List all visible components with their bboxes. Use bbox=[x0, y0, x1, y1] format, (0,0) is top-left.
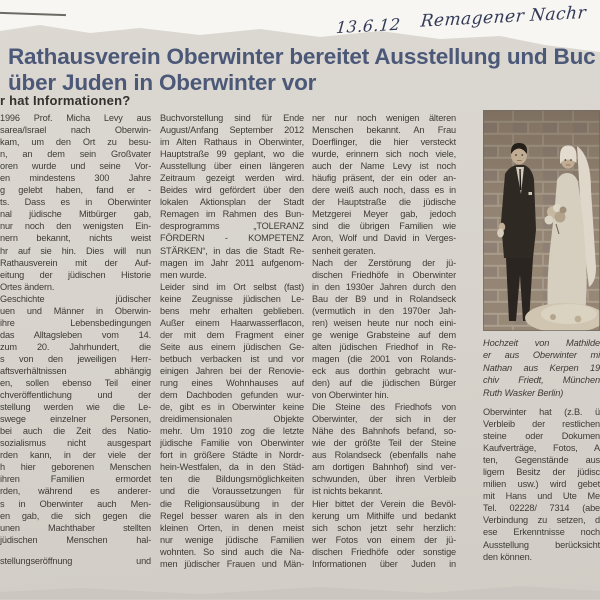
text-line: sind die übrigen Familien wie bbox=[312, 221, 456, 232]
text-line: stellung werden wie die Le- bbox=[0, 402, 151, 413]
text-line: ge wenige Grabsteine auf dem bbox=[312, 329, 456, 340]
text-line: eck aus dorthin gebracht wur- bbox=[312, 365, 456, 376]
photo-caption bbox=[483, 337, 600, 399]
text-line: n, an dem sein Großvater bbox=[0, 149, 151, 160]
text-line: chveröffentlichung und der bbox=[0, 390, 151, 401]
text-line: einigen Jahren bei der Renovie- bbox=[160, 365, 304, 376]
text-line: Beides wird gefördert über den bbox=[160, 185, 304, 196]
text-line: wie der größte Teil der Steine bbox=[312, 438, 456, 449]
text-line: sozialismus nicht ausgespart bbox=[0, 438, 151, 449]
text-line: uen und Männer in Oberwin- bbox=[0, 305, 151, 316]
text-line: eitung der jüdischen Historie bbox=[0, 269, 151, 280]
text-line: Oberwinter, der sich in der bbox=[312, 414, 456, 425]
text-line: h hier geborenen Menschen bbox=[0, 462, 151, 473]
text-line: mehr. Um 1910 zog die letzte bbox=[160, 426, 304, 437]
text-line: Nähe des Bahnhofs befand, so- bbox=[312, 426, 456, 437]
text-line: Menschen bekannt. An Frau bbox=[312, 125, 456, 136]
text-line: hein-Westfalen, da in den Städ- bbox=[160, 462, 304, 473]
text-line: en, sollen ebenso Teil einer bbox=[0, 378, 151, 389]
text-line: ten die Bildungsmöglichkeiten bbox=[160, 474, 304, 485]
text-line: ten, Gegenstände aus bbox=[483, 455, 600, 466]
article-headline bbox=[8, 44, 600, 96]
text-line: Buchvorstellung sind für Ende bbox=[160, 113, 304, 123]
text-line: zum 20. Jahrhundert, die bbox=[0, 341, 151, 352]
text-line: Verbindung zu setzen, d bbox=[483, 515, 600, 526]
text-line: desprogramms „TOLERANZ bbox=[160, 221, 304, 232]
text-line: (vermutlich in den 1970er Jah- bbox=[312, 305, 456, 316]
text-column-2 bbox=[160, 112, 304, 570]
text-line: steine oder Dokumen bbox=[483, 431, 600, 442]
text-line: in den 1930er Jahren durch den bbox=[312, 281, 456, 292]
text-line: aftsverhältnissen abhängig bbox=[0, 365, 151, 376]
text-line: oren wurde und seine Vor- bbox=[0, 161, 151, 172]
text-line: nur noch den wenigsten Ein- bbox=[0, 221, 151, 232]
text-line: magen (die 2001 von Rolands- bbox=[312, 353, 456, 364]
text-line: wurde, erinnern sich noch viele, bbox=[312, 149, 456, 160]
text-line: en gab, die sich gegen die bbox=[0, 510, 151, 521]
text-line: Nathan aus Kerpen 19 bbox=[483, 362, 600, 373]
text-line: das Alltagsleben vom 14. bbox=[0, 329, 151, 340]
text-line: Aron, Wolf und David in Verges- bbox=[312, 233, 456, 244]
text-line: von Oberwinter hin. bbox=[312, 390, 389, 401]
text-line: s in Oberwinter auch Men- bbox=[0, 498, 151, 509]
text-line: Regel besser waren als in den bbox=[160, 510, 304, 521]
text-line: und die Voraussetzungen für bbox=[160, 486, 304, 497]
text-column-3 bbox=[312, 112, 456, 570]
question-subheading: r hat Informationen? bbox=[0, 93, 131, 108]
text-line: betbuch verbacken ist und vor bbox=[160, 353, 304, 364]
text-line: milien usw.) wird gebet bbox=[483, 479, 600, 490]
text-line: men wurde. bbox=[160, 269, 207, 280]
text-line: kerung um Mithilfe und bedankt bbox=[312, 510, 456, 521]
text-line: am dortigen Bahnhof) sind ver- bbox=[312, 462, 456, 473]
annotation-source: Remagener Nachr bbox=[419, 2, 588, 32]
text-line: jüdischen Menschen hal- bbox=[0, 534, 151, 545]
text-line: Nach der Zerstörung der jü- bbox=[312, 257, 456, 268]
text-line: ist nichts bekannt. bbox=[312, 486, 383, 497]
text-line: de, gibt es in Oberwinter keine bbox=[160, 402, 304, 413]
text-line: hr auf sie hin. Dies will nun bbox=[0, 245, 151, 256]
text-line: Außer einem Haarwasserflacon, bbox=[160, 317, 304, 328]
text-line: Ausstellung berücksicht bbox=[483, 539, 600, 550]
text-line: wohnten. So sind auch die Na- bbox=[160, 546, 304, 557]
text-line: Doerflinger, die hier versteckt bbox=[312, 137, 456, 148]
text-line: FÖRDERN - KOMPETENZ bbox=[160, 233, 304, 244]
text-line: g gelebt haben, fand er - bbox=[0, 185, 151, 196]
text-line: nern bekannt, nichts weist bbox=[0, 233, 151, 244]
text-line: bens mehr erhalten geblieben. bbox=[160, 305, 304, 316]
text-line: Ausstellung über einen längeren bbox=[160, 161, 304, 172]
text-line: senheit geraten. bbox=[312, 245, 376, 256]
text-line: Verbleib der restlichen bbox=[483, 419, 600, 430]
text-line: Hier bittet der Verein die Bevöl- bbox=[312, 498, 456, 509]
headline-line-1: Rathausverein Oberwinter bereitet Ausstellung und Buc bbox=[8, 44, 596, 69]
text-column-1 bbox=[0, 112, 151, 567]
text-line: mit Hans und Ute Me bbox=[483, 491, 600, 502]
text-line: ner nur noch wenigen älteren bbox=[312, 113, 456, 123]
text-line: aus Rolandseck (ebenfalls nahe bbox=[312, 450, 456, 461]
text-line: wer Fotos von einem der jü- bbox=[312, 534, 456, 545]
text-line: men jüdischer Frauen und Män- bbox=[160, 558, 304, 569]
text-line: rden kann, in der viele der bbox=[0, 450, 151, 461]
text-line: rung eines Wohnhauses auf bbox=[160, 378, 304, 389]
wedding-photo bbox=[483, 110, 600, 331]
text-line: jüdische Familie von Oberwinter bbox=[160, 438, 304, 449]
text-line: magen im Jahr 2011 aufgenom- bbox=[160, 257, 304, 268]
text-line: dischen Friedhöfe in Oberwinter bbox=[312, 269, 456, 280]
text-line: häufig präsent, der ein oder an- bbox=[312, 173, 456, 184]
text-line: der Hauptstraße die jüdische bbox=[312, 197, 456, 208]
text-line: lokalen Aktionsplan der Stadt bbox=[160, 197, 304, 208]
text-line: Remagen im Rahmen des Bun- bbox=[160, 209, 304, 220]
text-line: dreidimensionalen Objekte bbox=[160, 414, 304, 425]
text-line: den) auf die jüdischen Bürger bbox=[312, 378, 456, 389]
text-line: Tel. 02228/ 7314 (abe bbox=[483, 503, 600, 514]
text-line: 1996 Prof. Micha Levy aus bbox=[0, 113, 151, 123]
text-line: fort in größere Städte in Nordr- bbox=[160, 450, 304, 461]
text-line: Zeitraum gezeigt werden wird. bbox=[160, 173, 304, 184]
text-line: Die Steine des Friedhofs von bbox=[312, 402, 456, 413]
text-line: Hochzeit von Mathilde bbox=[483, 338, 600, 348]
text-line: ligem Besitz der jüdisc bbox=[483, 467, 600, 478]
text-line: en mindestens 300 Jahre bbox=[0, 173, 151, 184]
text-line: keine Zeugnisse jüdischen Le- bbox=[160, 293, 304, 304]
headline-line-2: über Juden in Oberwinter vor bbox=[8, 70, 317, 95]
text-line: ren) weisen heute nur noch eini- bbox=[312, 317, 456, 328]
text-line: unen Machthaber stellten bbox=[0, 522, 151, 533]
text-line: der mit dem Fragment einer bbox=[160, 329, 304, 340]
annotation-date: 13.6.12 bbox=[335, 14, 402, 38]
text-line: kleinen Orten, in denen meist bbox=[160, 522, 304, 533]
text-line: sich schon jetzt sehr herzlich: bbox=[312, 522, 456, 533]
text-line: im Alten Rathaus in Oberwinter, bbox=[160, 137, 304, 148]
text-line: Hauptstraße 99 geplant, wo die bbox=[160, 149, 304, 160]
text-line: Seite aus einem jüdischen Ge- bbox=[160, 341, 304, 352]
text-line: August/Anfang September 2012 bbox=[160, 125, 304, 136]
text-line: den können. bbox=[483, 551, 532, 562]
text-line: ts. Dass es in Oberwinter bbox=[0, 197, 151, 208]
text-line: STÄRKEN“, in das die Stadt Re- bbox=[160, 245, 304, 256]
text-line: stellungseröffnung und bbox=[0, 555, 151, 566]
text-line: rden, während es anderer- bbox=[0, 486, 151, 497]
text-line: auch der Name Levy ist noch bbox=[312, 161, 456, 172]
text-line: schwunden, über ihren Verbleib bbox=[312, 474, 456, 485]
text-line: dischen Friedhöfe oder sonstige bbox=[312, 546, 456, 557]
text-line: nur wenige jüdische Familien bbox=[160, 534, 304, 545]
text-line: Kaufverträge, Fotos, A bbox=[483, 443, 600, 454]
text-line: ihren Familien ermordet bbox=[0, 474, 151, 485]
text-line: Bau der B9 und in Rolandseck bbox=[312, 293, 456, 304]
text-line: chiv Friedt, München bbox=[483, 375, 600, 386]
text-column-4 bbox=[483, 406, 600, 563]
text-line: nal jüdische Mitbürger gab, bbox=[0, 209, 151, 220]
text-line: Ruth Wasker Berlin) bbox=[483, 387, 564, 398]
text-line: ese Erkenntnisse noch bbox=[483, 527, 600, 538]
text-line: s von den jeweiligen Herr- bbox=[0, 353, 151, 364]
text-line: Leider sind im Ort selbst (fast) bbox=[160, 281, 304, 292]
text-line: kam, um den Ort zu besu- bbox=[0, 137, 151, 148]
torn-paper-edge-bottom bbox=[0, 583, 600, 600]
text-line: alten jüdischen Friedhof in Re- bbox=[312, 341, 456, 352]
text-line: dere weiß auch noch, dass es in bbox=[312, 185, 456, 196]
text-line: er aus Oberwinter mi bbox=[483, 350, 600, 361]
text-line: bei auch die Zeit des Natio- bbox=[0, 426, 151, 437]
text-line: Geschichte jüdischer bbox=[0, 293, 151, 304]
text-line: Rathausverein mit der Auf- bbox=[0, 257, 151, 268]
text-line: Ortes ändern. bbox=[0, 281, 55, 292]
text-line: ihre Lebensbedingungen bbox=[0, 317, 151, 328]
text-line: sarea/Israel nach Oberwin- bbox=[0, 125, 151, 136]
text-line: swege einzelner Personen, bbox=[0, 414, 151, 425]
text-line: dem Dachboden gefunden wur- bbox=[160, 390, 304, 401]
text-line: Metzgerei Meyer gab, jedoch bbox=[312, 209, 456, 220]
text-line: die Religionsausübung in der bbox=[160, 498, 304, 509]
text-line: Informationen über Juden in bbox=[312, 558, 456, 569]
text-line: Oberwinter hat (z.B. ü bbox=[483, 407, 600, 417]
